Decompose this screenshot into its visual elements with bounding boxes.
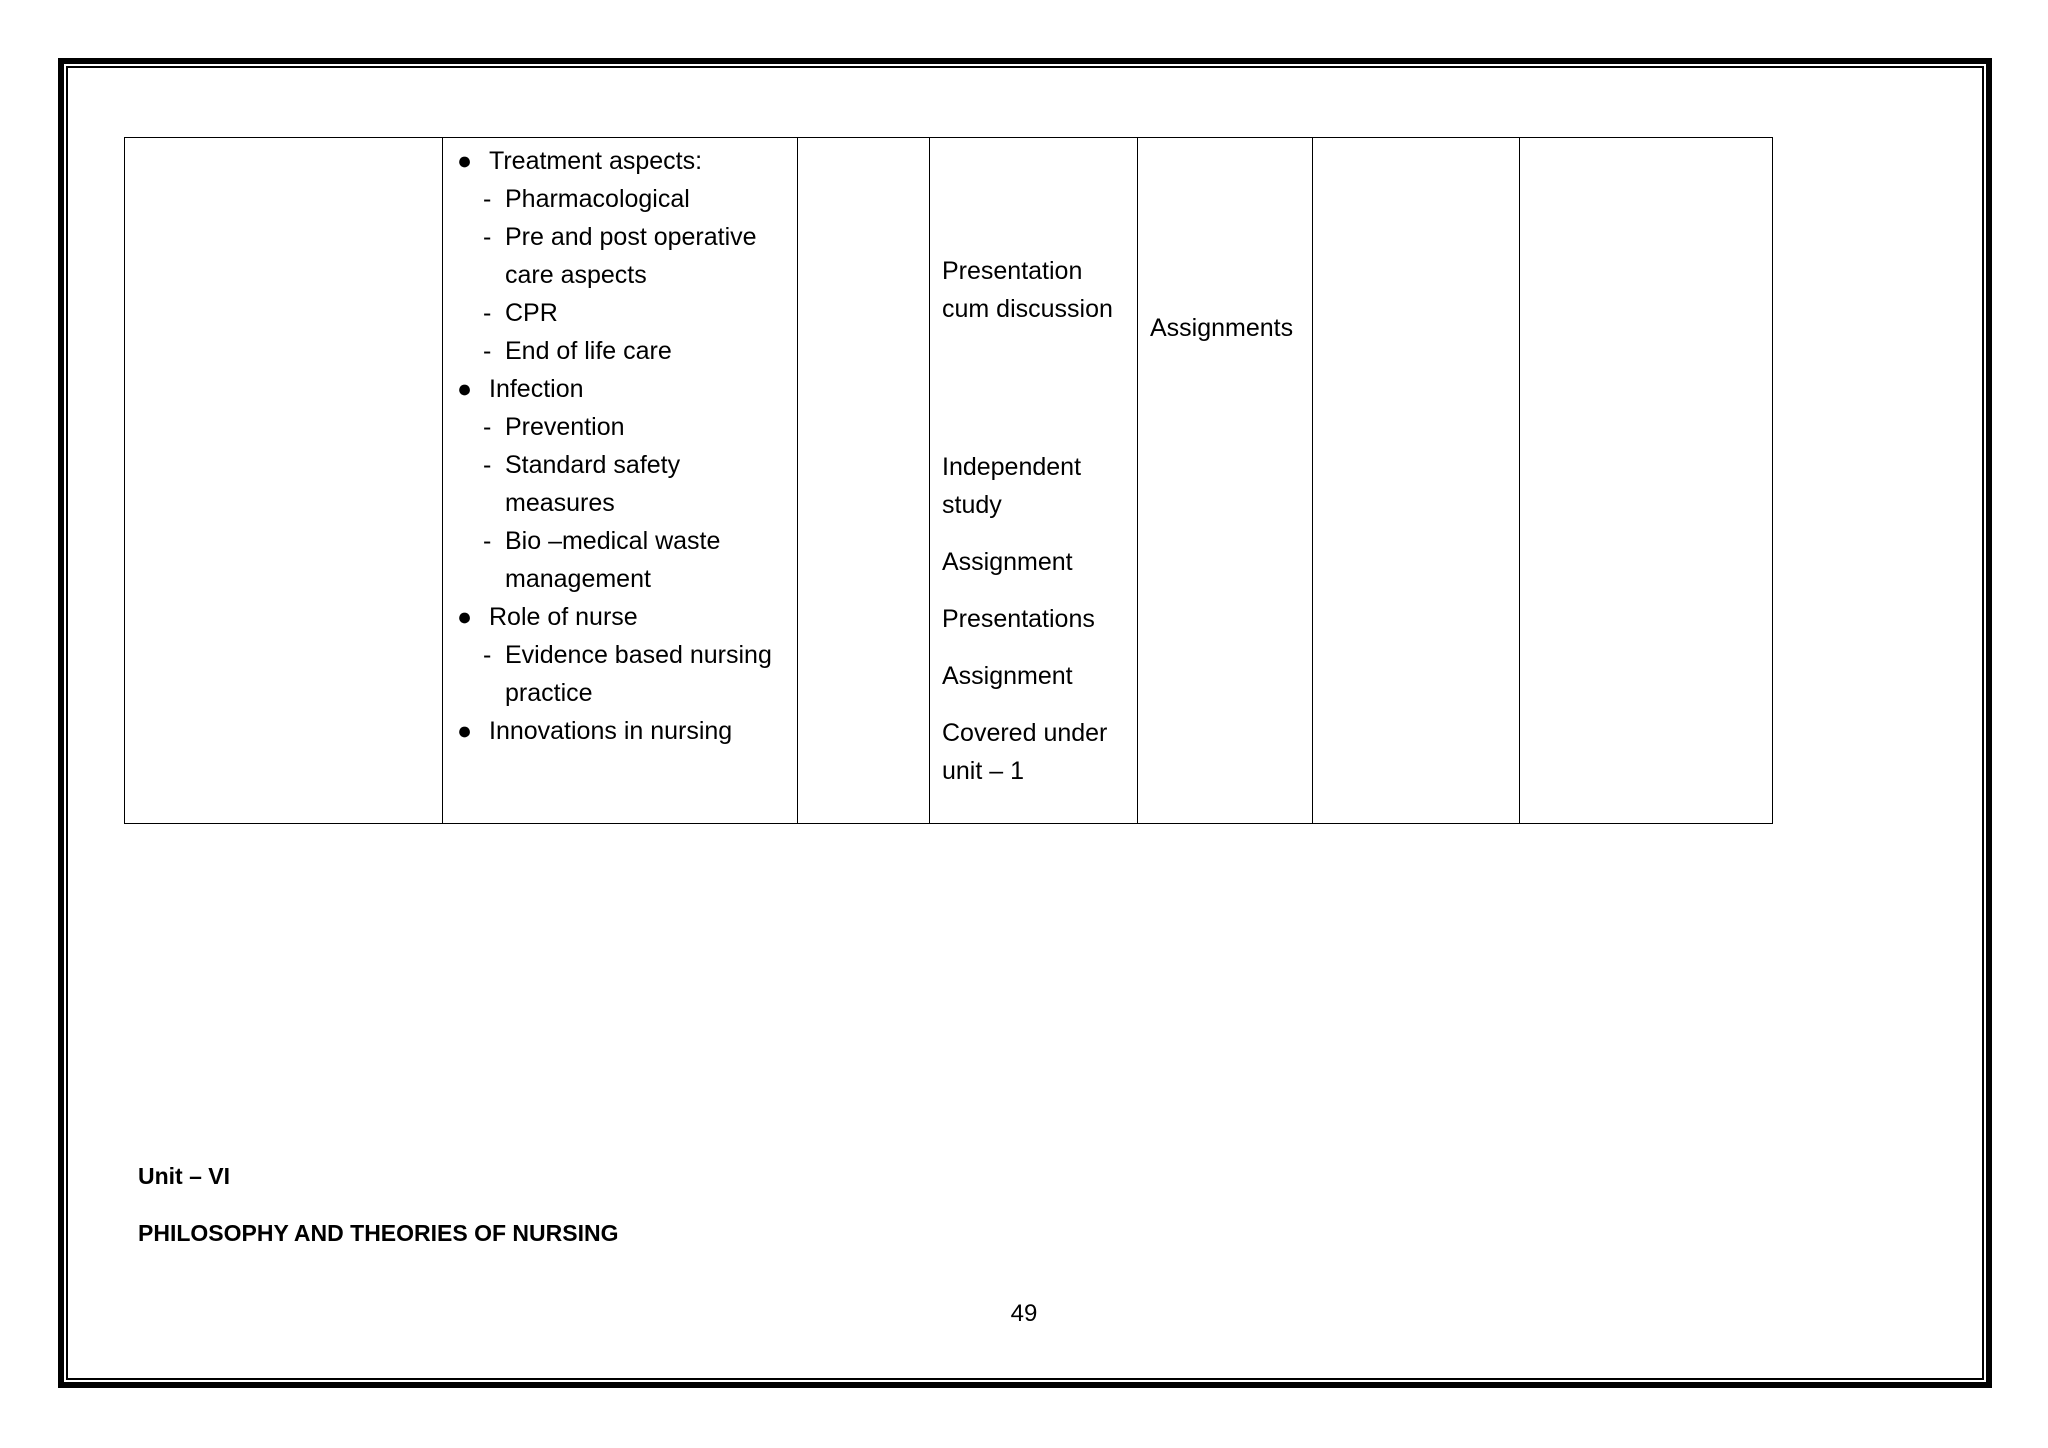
- list-item: [473, 294, 787, 332]
- list-item: [453, 142, 787, 370]
- subtopic-label: End of life care: [505, 337, 672, 365]
- subtopic-list: [473, 408, 787, 598]
- subtopic-label: Pre and post operative care aspects: [505, 223, 757, 289]
- bullet-icon: ●: [457, 717, 473, 745]
- list-item: [473, 180, 787, 218]
- method-covered: Covered under unit – 1: [942, 719, 1108, 785]
- topic-label: Treatment aspects:: [489, 147, 703, 175]
- table-cell-empty-4: [1520, 138, 1773, 824]
- method-independent: Independent study: [942, 453, 1082, 519]
- table-cell-evaluation: [1138, 138, 1313, 824]
- bullet-icon: ●: [457, 603, 473, 631]
- method-assignment: Assignment: [942, 548, 1073, 576]
- subtopic-label: Evidence based nursing practice: [505, 641, 772, 707]
- dash-icon: -: [483, 337, 492, 365]
- table-cell-empty-1: [125, 138, 443, 824]
- list-item: [473, 636, 787, 712]
- section-heading: PHILOSOPHY AND THEORIES OF NURSING: [138, 1220, 619, 1246]
- method-presentations: Presentations: [942, 605, 1095, 633]
- list-item: [473, 446, 787, 522]
- method-presentation: Presentation cum discussion: [942, 257, 1113, 323]
- subtopic-label: CPR: [505, 299, 558, 327]
- dash-icon: -: [483, 527, 492, 555]
- table-cell-methods: [930, 138, 1138, 824]
- topic-label: Infection: [489, 375, 584, 403]
- dash-icon: -: [483, 185, 492, 213]
- list-item: [473, 332, 787, 370]
- subtopic-label: Standard safety measures: [505, 451, 681, 517]
- list-item: [453, 598, 787, 712]
- list-item: [453, 712, 787, 750]
- table-cell-empty-2: [798, 138, 930, 824]
- page-number: 49: [1010, 1300, 1038, 1327]
- table-cell-empty-3: [1313, 138, 1520, 824]
- list-item: [453, 370, 787, 598]
- list-item: [473, 522, 787, 598]
- subtopic-label: Bio –medical waste management: [505, 527, 721, 593]
- dash-icon: -: [483, 299, 492, 327]
- evaluation-assignments: Assignments: [1150, 314, 1294, 342]
- topic-label: Role of nurse: [489, 603, 638, 631]
- subtopic-label: Pharmacological: [505, 185, 690, 213]
- dash-icon: -: [483, 413, 492, 441]
- dash-icon: -: [483, 641, 492, 669]
- dash-icon: -: [483, 451, 492, 479]
- subtopic-list: [473, 180, 787, 370]
- method-assignment: Assignment: [942, 662, 1073, 690]
- list-item: [473, 408, 787, 446]
- table-row: [125, 138, 1773, 824]
- topic-list: [453, 142, 787, 750]
- table-cell-topics: [443, 138, 798, 824]
- subtopic-label: Prevention: [505, 413, 625, 441]
- bullet-icon: ●: [457, 147, 473, 175]
- topic-label: Innovations in nursing: [489, 717, 733, 745]
- unit-heading: Unit – VI: [138, 1163, 231, 1189]
- list-item: [473, 218, 787, 294]
- bullet-icon: ●: [457, 375, 473, 403]
- subtopic-list: [473, 636, 787, 712]
- content-table: [124, 137, 1773, 824]
- dash-icon: -: [483, 223, 492, 251]
